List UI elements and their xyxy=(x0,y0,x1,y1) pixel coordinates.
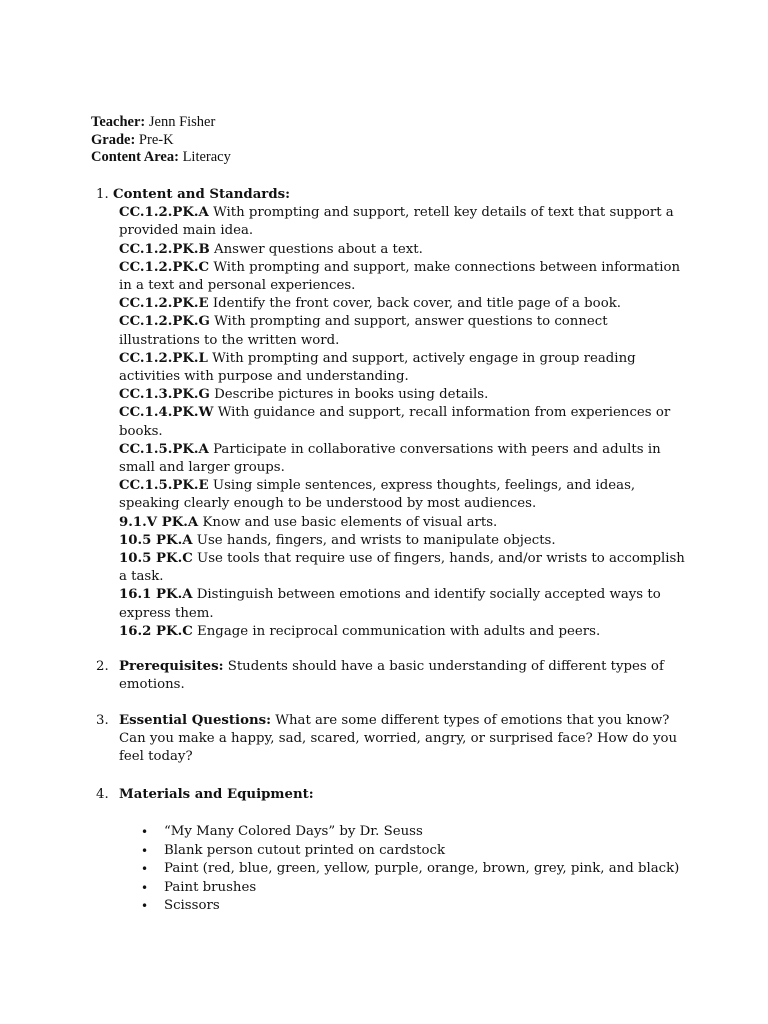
section-content-standards xyxy=(96,186,686,641)
material-text: Paint (red, blue, green, yellow, purple, orange, brown, grey, pink, and black) xyxy=(164,861,680,877)
list-item xyxy=(141,823,701,842)
standard-text: Use hands, fingers, and wrists to manipulate objects. xyxy=(196,532,556,548)
standard-code: 16.2 PK.C xyxy=(119,623,193,639)
standard-text: With prompting and support, retell key details of text that support a provided main idea. xyxy=(119,205,674,239)
standards-list xyxy=(119,204,686,641)
standard-text: Participate in collaborative conversations with peers and adults in small and larger groups. xyxy=(119,441,661,476)
standard-text: With prompting and support, answer questions to connect illustrations to the written word. xyxy=(119,314,608,348)
standard-text: Know and use basic elements of visual arts. xyxy=(202,514,498,530)
standard-code: CC.1.4.PK.W xyxy=(119,405,214,421)
section-essential-questions xyxy=(96,712,686,767)
section-title: Materials and Equipment: xyxy=(119,787,314,802)
teacher-label: Teacher: xyxy=(91,114,146,130)
list-item xyxy=(141,860,701,879)
teacher-line xyxy=(91,114,691,132)
standard-code: 16.1 PK.A xyxy=(119,587,193,603)
standard-item xyxy=(119,204,686,240)
lesson-header xyxy=(91,114,691,167)
material-text: Paint brushes xyxy=(164,879,257,895)
standard-text: With prompting and support, make connections between information in a text and personal experiences. xyxy=(119,259,681,294)
section-title: Essential Questions: xyxy=(119,713,272,728)
bullet-icon: • xyxy=(141,843,149,858)
standard-item xyxy=(119,623,686,641)
standard-code: CC.1.2.PK.A xyxy=(119,205,209,221)
standard-code: CC.1.2.PK.E xyxy=(119,296,209,312)
list-item xyxy=(141,879,701,898)
standard-text: Identify the front cover, back cover, and title page of a book. xyxy=(212,296,621,312)
section-number: 3. xyxy=(96,713,109,728)
essential-questions-text: What are some different types of emotions that you know? Can you make a happy, sad, scared, worried, angry, or surprised face? How do you feel today? xyxy=(119,713,678,765)
grade-label: Grade: xyxy=(91,131,136,148)
content-area-line xyxy=(91,149,691,167)
teacher-value: Jenn Fisher xyxy=(148,114,216,130)
section-number: 4. xyxy=(96,787,109,802)
standard-code: 10.5 PK.C xyxy=(119,551,193,567)
grade-line xyxy=(91,132,691,150)
content-area-label: Content Area: xyxy=(91,149,179,165)
section-title: Content and Standards: xyxy=(113,187,291,202)
standard-code: 10.5 PK.A xyxy=(119,532,193,548)
standard-item xyxy=(119,259,686,295)
standard-code: CC.1.2.PK.C xyxy=(119,259,210,275)
essential-questions-body xyxy=(119,712,686,767)
section-materials xyxy=(96,786,686,804)
section-title: Prerequisites: xyxy=(119,659,224,674)
standard-code: CC.1.2.PK.G xyxy=(119,314,210,330)
standard-text: Use tools that require use of fingers, hands, and/or wrists to accomplish a task. xyxy=(119,551,685,585)
standard-code: CC.1.3.PK.G xyxy=(119,387,210,403)
materials-list xyxy=(141,823,701,916)
prerequisites-body xyxy=(119,658,686,694)
standard-code: CC.1.2.PK.B xyxy=(119,241,210,257)
section-number: 1. xyxy=(96,187,109,202)
standard-text: Answer questions about a text. xyxy=(213,241,423,257)
standard-text: Describe pictures in books using details. xyxy=(214,387,489,403)
standard-item xyxy=(119,313,686,349)
materials-title-row xyxy=(119,786,686,804)
standard-item xyxy=(119,550,686,586)
section-number: 2. xyxy=(96,659,109,674)
material-text: Scissors xyxy=(164,898,220,914)
grade-value: Pre-K xyxy=(138,131,174,148)
standard-text: With guidance and support, recall information from experiences or books. xyxy=(119,405,671,439)
standard-text: Distinguish between emotions and identify socially accepted ways to express them. xyxy=(119,587,661,621)
standard-item xyxy=(119,404,686,440)
bullet-icon: • xyxy=(141,862,149,877)
material-text: “My Many Colored Days” by Dr. Seuss xyxy=(164,824,423,839)
standard-item xyxy=(119,441,686,477)
standard-code: CC.1.5.PK.A xyxy=(119,441,209,457)
standard-item xyxy=(119,532,686,550)
bullet-icon: • xyxy=(141,880,149,895)
standard-item xyxy=(119,241,686,259)
bullet-icon: • xyxy=(141,899,149,914)
standard-item xyxy=(119,514,686,532)
bullet-icon: • xyxy=(141,825,149,839)
content-area-value: Literacy xyxy=(182,149,231,165)
standard-item xyxy=(119,386,686,404)
standard-text: Engage in reciprocal communication with adults and peers. xyxy=(197,623,601,639)
standard-text: With prompting and support, actively engage in group reading activities with purpose and understanding. xyxy=(119,350,636,385)
standard-item xyxy=(119,295,686,313)
standard-code: CC.1.2.PK.L xyxy=(119,350,208,366)
material-text: Blank person cutout printed on cardstock xyxy=(164,842,446,858)
prerequisites-text: Students should have a basic understanding of different types of emotions. xyxy=(119,659,664,693)
standard-code: 9.1.V PK.A xyxy=(119,514,199,530)
standard-item xyxy=(119,350,686,386)
section-prerequisites xyxy=(96,658,686,694)
standard-code: CC.1.5.PK.E xyxy=(119,478,209,494)
standard-text: Using simple sentences, express thoughts, feelings, and ideas, speaking clearly enough to be understood by most audiences. xyxy=(119,478,636,512)
list-item xyxy=(141,897,701,916)
standard-item xyxy=(119,477,686,513)
standard-item xyxy=(119,586,686,622)
list-item xyxy=(141,842,701,861)
